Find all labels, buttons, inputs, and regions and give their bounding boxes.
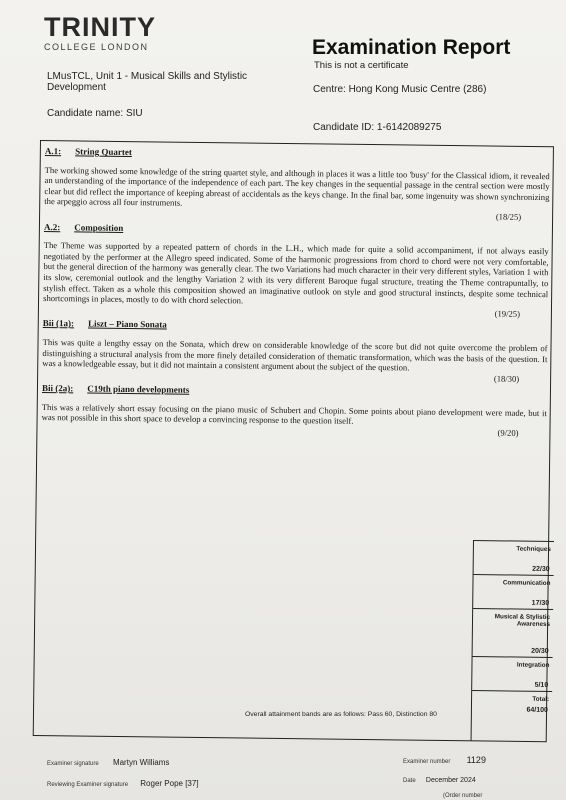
section-mark: (9/20)	[497, 427, 519, 438]
section-text: The Theme was supported by a repeated pattern of chords in the L.H., which made for quite a solid accompaniment, if not always easily negotiated by the performer at the Allegro speed indicated. Some of the harmonic progressions from chord to chord were not very comfortable, but the general direction of the harmony was generally clear. The two Variations had much character in their very different styles, Variation 1 with its slow, ceremonial outlook and the lengthy Variation 2 with its very different Baroque fugal structure, treating the Theme contrapuntally, to stylish effect. Taken as a whole this composition showed an imaginative outlook on style and good structural instincts, despite some technical shortcomings in places, mostly to do with chord selection.	[43, 240, 549, 306]
course-title: LMusTCL, Unit 1 - Musical Skills and Stylistic Development	[47, 71, 248, 93]
date-value: December 2024	[425, 777, 476, 784]
examiner-number-line	[403, 755, 486, 765]
section-mark: (18/30)	[493, 373, 520, 384]
examiner-signature-label: Examiner signature	[47, 761, 99, 767]
reviewing-signature-line	[47, 779, 199, 788]
trinity-logo	[44, 14, 156, 52]
score-row-awareness	[473, 609, 554, 658]
section-heading	[44, 222, 549, 239]
score-value: 17/30	[531, 599, 550, 607]
page-title: Examination Report	[312, 36, 511, 59]
page-subtitle: This is not a certificate	[314, 60, 409, 71]
centre-label: Centre: Hong Kong Music Centre (286)	[313, 84, 487, 95]
score-row-techniques	[474, 541, 554, 576]
examiner-number-label: Examiner number	[403, 759, 451, 765]
score-label: Musical & Stylistic Awareness	[494, 613, 551, 628]
attainment-bands-note: Overall attainment bands are as follows: Pass 60, Distinction 80	[245, 711, 437, 718]
section-composition	[43, 222, 549, 320]
score-row-total	[472, 691, 552, 716]
section-liszt	[42, 318, 548, 384]
score-value: 64/100	[526, 706, 548, 714]
score-row-integration	[472, 657, 552, 692]
score-label: Techniques	[516, 545, 551, 553]
score-value: 5/10	[534, 681, 549, 689]
section-text: This was quite a lengthy essay on the Sonata, which drew on considerable knowledge of the score but did not quite overcome the problem of distinguishing a structural analysis from the more finely detailed consideration of thematic transformation, which was the basis of the question. It was a knowledgeable essay, but it did not maintain a consistent argument about the subject of the question.	[42, 336, 548, 373]
examiner-number: 1129	[466, 755, 486, 765]
candidate-name: Candidate name: SIU	[47, 108, 143, 119]
score-value: 22/30	[532, 565, 550, 573]
report-body	[41, 146, 550, 444]
section-code: A.1:	[44, 146, 62, 157]
section-text: The working showed some knowledge of the string quartet style, and although in places it was a little too 'busy' for the Classical idiom, it revealed an understanding of the importance of the independence of each part. The key changes in the sequential passage in the central section were mostly clear but did reflect the importance of keeping abreast of accidentals as the keys change. In the final bar, some ingenuity was shown synchronizing the arpeggio across all four instruments.	[44, 164, 550, 209]
section-code: A.2:	[43, 221, 61, 232]
section-heading	[42, 383, 547, 400]
score-label: Total:	[532, 695, 550, 703]
section-title: C19th piano developments	[87, 383, 190, 396]
date-line	[403, 775, 476, 784]
examiner-name: Martyn Williams	[112, 758, 170, 767]
section-heading	[43, 318, 548, 335]
logo-word: TRINITY	[44, 12, 156, 42]
section-title: String Quartet	[75, 146, 132, 158]
section-title: Liszt – Piano Sonata	[88, 318, 167, 330]
score-table	[471, 540, 554, 742]
reviewing-signature-label: Reviewing Examiner signature	[47, 782, 129, 788]
logo-subtitle: COLLEGE LONDON	[44, 42, 149, 52]
examiner-signature-line	[47, 758, 169, 767]
section-title: Composition	[74, 221, 124, 233]
section-mark: (19/25)	[494, 308, 521, 319]
order-number-line	[443, 790, 482, 799]
score-label: Communication	[502, 579, 551, 587]
section-text: This was a relatively short essay focusing on the piano music of Schubert and Chopin. Some points about piano development were made, but it was not possible in this short space to develop a convincing response to the question itself.	[41, 401, 547, 427]
section-code: Bii (2a):	[41, 383, 74, 394]
score-value: 20/30	[531, 647, 549, 655]
section-code: Bii (1a):	[42, 318, 75, 329]
section-mark: (18/25)	[495, 211, 522, 222]
score-row-communication	[473, 575, 553, 610]
section-string-quartet	[44, 146, 550, 223]
reviewing-name: Roger Pope [37]	[140, 779, 199, 788]
order-number-label: (Order number	[443, 793, 483, 799]
score-label: Integration	[516, 661, 550, 669]
section-piano-developments	[41, 383, 547, 439]
date-label: Date	[403, 778, 416, 784]
candidate-id: Candidate ID: 1-6142089275	[313, 122, 442, 133]
